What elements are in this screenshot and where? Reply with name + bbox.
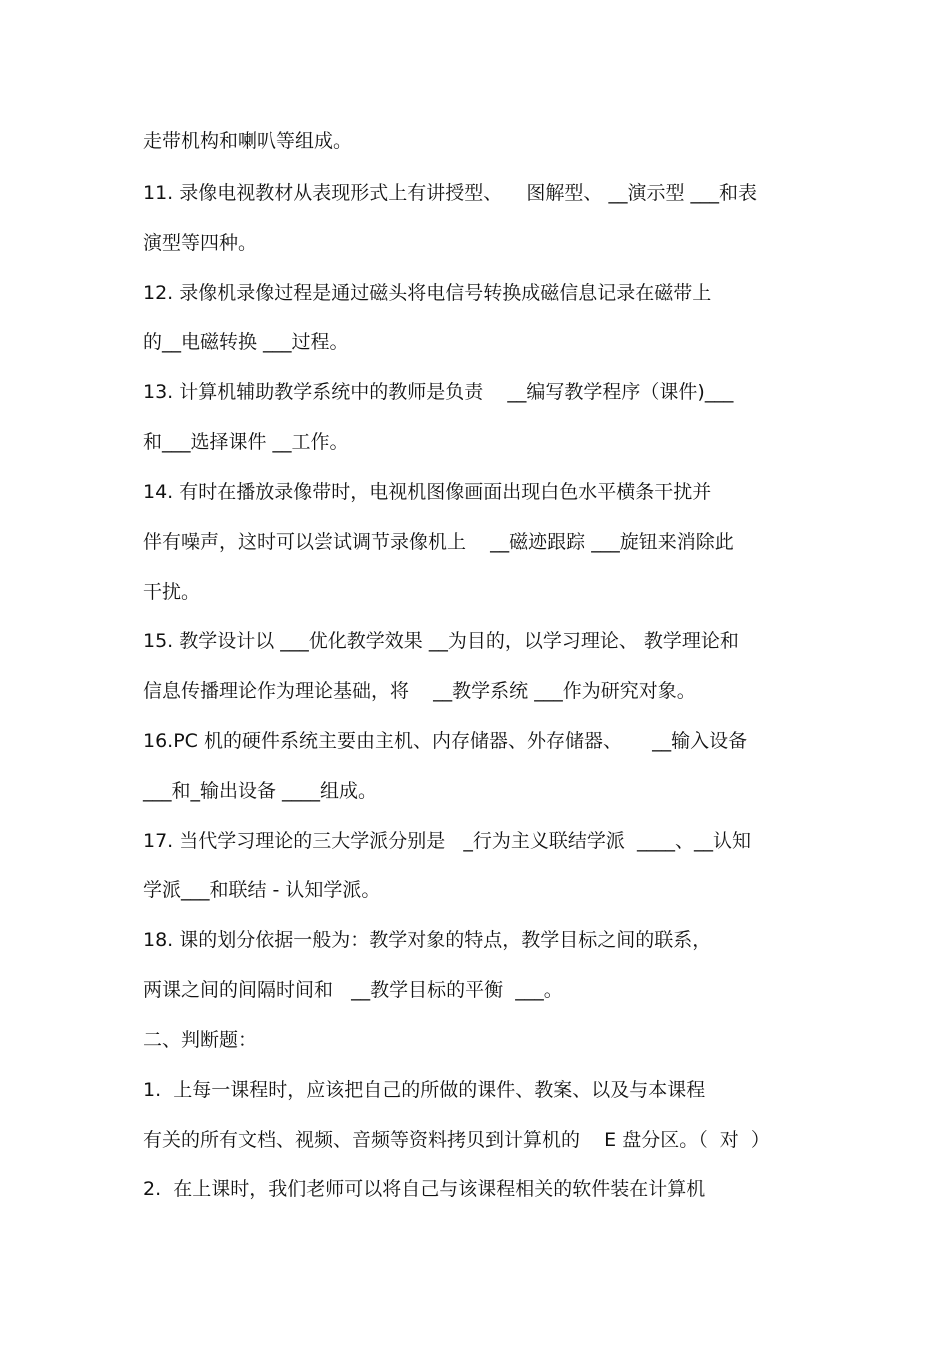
question-17-line-2: 学派___和联结 - 认知学派。 bbox=[143, 879, 381, 901]
question-11-line-2: 演型等四种。 bbox=[143, 232, 258, 254]
question-12-line-1: 12. 录像机录像过程是通过磁头将电信号转换成磁信息记录在磁带上 bbox=[143, 282, 712, 304]
question-15-line-2: 信息传播理论作为理论基础，将 __教学系统 ___作为研究对象。 bbox=[143, 680, 696, 702]
question-16-line-1: 16.PC 机的硬件系统主要由主机、内存储器、外存储器、 __输入设备 bbox=[143, 730, 748, 752]
judgment-1-line-1: 1. 上每一课程时，应该把自己的所做的课件、教案、以及与本课程 bbox=[143, 1079, 706, 1101]
question-14-line-3: 干扰。 bbox=[143, 581, 201, 603]
question-18-line-1: 18. 课的划分依据一般为：教学对象的特点，教学目标之间的联系， bbox=[143, 929, 712, 951]
question-13-line-1: 13. 计算机辅助教学系统中的教师是负责 __编写教学程序（课件)___ bbox=[143, 381, 734, 403]
question-14-line-1: 14. 有时在播放录像带时，电视机图像画面出现白色水平横条干扰并 bbox=[143, 481, 712, 503]
question-15-line-1: 15. 教学设计以 ___优化教学效果 __为目的，以学习理论、 教学理论和 bbox=[143, 630, 739, 652]
question-18-line-2: 两课之间的间隔时间和 __教学目标的平衡 ___。 bbox=[143, 979, 563, 1001]
section-heading: 二、判断题： bbox=[143, 1029, 258, 1051]
judgment-2-line-1: 2. 在上课时，我们老师可以将自己与该课程相关的软件装在计算机 bbox=[143, 1178, 706, 1200]
text-line: 走带机构和喇叭等组成。 bbox=[143, 130, 353, 152]
question-11-line-1: 11. 录像电视教材从表现形式上有讲授型、 图解型、 __演示型 ___和表 bbox=[143, 182, 757, 204]
question-14-line-2: 伴有噪声，这时可以尝试调节录像机上 __磁迹跟踪 ___旋钮来消除此 bbox=[143, 531, 734, 553]
question-13-line-2: 和___选择课件 __工作。 bbox=[143, 431, 349, 453]
question-16-line-2: ___和_输出设备 ____组成。 bbox=[143, 780, 378, 802]
judgment-1-line-2: 有关的所有文档、视频、音频等资料拷贝到计算机的 E 盘分区。（ 对 ） bbox=[143, 1129, 770, 1151]
question-12-line-2: 的__电磁转换 ___过程。 bbox=[143, 331, 349, 353]
question-17-line-1: 17. 当代学习理论的三大学派分别是 _行为主义联结学派 ____、__认知 bbox=[143, 830, 751, 852]
